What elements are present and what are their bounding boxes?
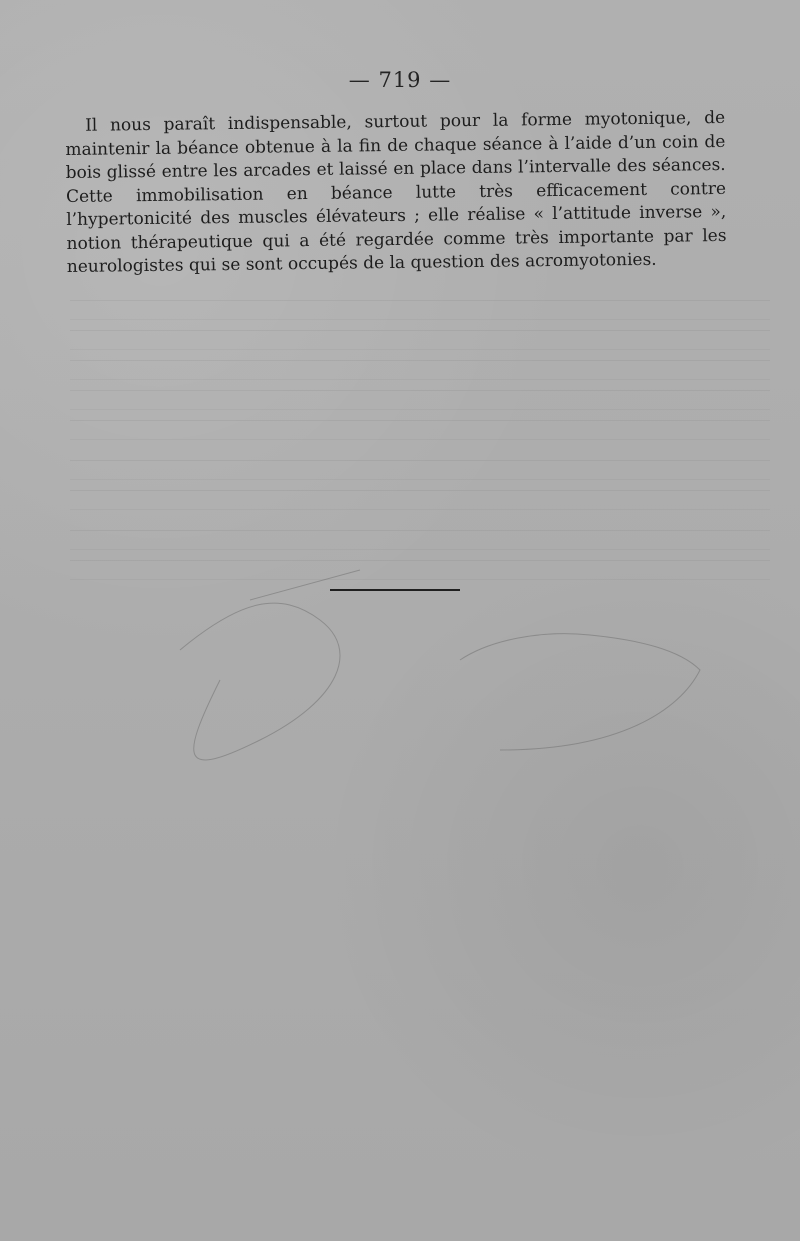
bleed-through-line: [70, 330, 770, 350]
bleed-through-line: [70, 490, 770, 510]
bleed-through-sketch: [160, 560, 720, 780]
page-number: — 719 —: [348, 68, 452, 92]
bleed-through-line: [70, 420, 770, 440]
body-paragraph: Il nous paraît indispensable, surtout pour la forme myotonique, de maintenir la béance obtenue à la fin de chaque séance à l’aide d’un coin de bois glissé entre les arcades et laissé en place dans l’intervalle des séances. Cette immobilisation en béance lutte très efficacement contre l’hypertonicité des muscles élévateurs ; elle réalise « l’attitude inverse », notion thérapeutique qui a été regardée comme très importante par les neurologistes qui se sont occupés de la question des acromyotonies.: [65, 107, 727, 277]
bleed-through-line: [70, 530, 770, 550]
section-divider: [330, 589, 460, 591]
bleed-through-line: [70, 300, 770, 320]
bleed-through-line: [70, 390, 770, 410]
bleed-through-line: [70, 460, 770, 480]
bleed-through-line: [70, 360, 770, 380]
